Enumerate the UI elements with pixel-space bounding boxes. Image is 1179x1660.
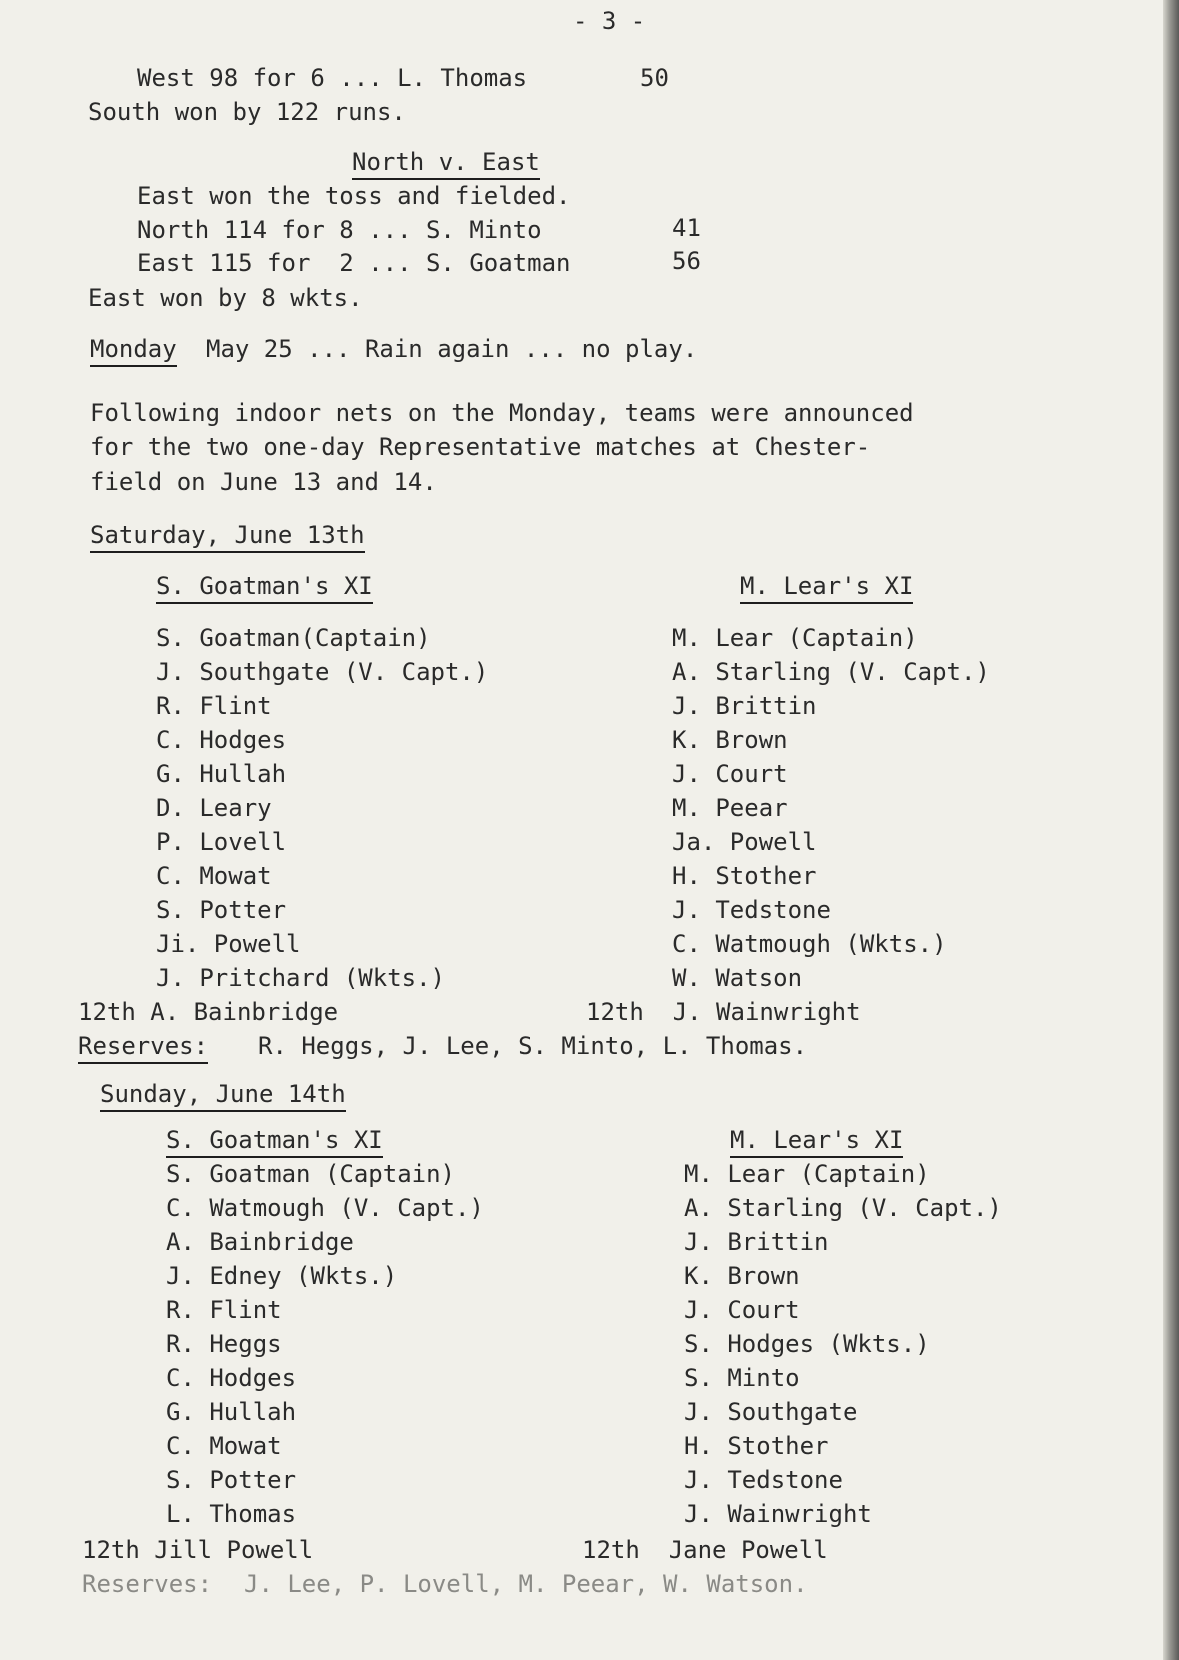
- list-item: K. Brown: [684, 1262, 800, 1290]
- list-item: A. Starling (V. Capt.): [672, 658, 990, 686]
- list-item: S. Hodges (Wkts.): [684, 1330, 930, 1358]
- north-east-title: North v. East: [352, 147, 540, 180]
- list-item: J. Court: [684, 1296, 800, 1324]
- list-item: G. Hullah: [156, 760, 287, 788]
- announcement-line-2: for the two one-day Representative matches at Chester-: [90, 433, 871, 461]
- list-item: R. Heggs: [166, 1330, 282, 1358]
- list-item: S. Potter: [156, 896, 287, 924]
- east-top-score: 56: [672, 247, 701, 275]
- list-item: Ja. Powell: [672, 828, 817, 856]
- saturday-reserves-label: Reserves:: [78, 1031, 208, 1064]
- list-item: A. Starling (V. Capt.): [684, 1194, 1002, 1222]
- list-item: R. Flint: [156, 692, 272, 720]
- list-item: S. Goatman(Captain): [156, 624, 431, 652]
- page-number: - 3 -: [573, 7, 646, 35]
- sunday-left-12th: 12th Jill Powell: [82, 1536, 314, 1564]
- list-item: J. Southgate (V. Capt.): [156, 658, 489, 686]
- list-item: J. Brittin: [672, 692, 817, 720]
- list-item: J. Court: [672, 760, 788, 788]
- list-item: J. Edney (Wkts.): [166, 1262, 398, 1290]
- sunday-reserves: J. Lee, P. Lovell, M. Peear, W. Watson.: [244, 1570, 808, 1598]
- list-item: C. Watmough (V. Capt.): [166, 1194, 484, 1222]
- list-item: H. Stother: [672, 862, 817, 890]
- west-top-score: 50: [640, 64, 669, 92]
- south-west-result: South won by 122 runs.: [88, 98, 406, 126]
- list-item: S. Potter: [166, 1466, 297, 1494]
- list-item: G. Hullah: [166, 1398, 297, 1426]
- list-item: J. Wainwright: [684, 1500, 872, 1528]
- list-item: M. Lear (Captain): [684, 1160, 930, 1188]
- list-item: J. Southgate: [684, 1398, 858, 1426]
- saturday-heading: Saturday, June 13th: [90, 520, 365, 553]
- north-score-line: North 114 for 8 ... S. Minto: [137, 216, 542, 244]
- monday-text: May 25 ... Rain again ... no play.: [206, 335, 698, 363]
- list-item: C. Mowat: [156, 862, 272, 890]
- saturday-left-12th: 12th A. Bainbridge: [78, 998, 339, 1026]
- saturday-right-12th: 12th J. Wainwright: [586, 998, 861, 1026]
- list-item: W. Watson: [672, 964, 803, 992]
- saturday-right-team: M. Lear's XI: [740, 571, 913, 604]
- list-item: H. Stother: [684, 1432, 829, 1460]
- list-item: M. Peear: [672, 794, 788, 822]
- list-item: C. Hodges: [156, 726, 287, 754]
- announcement-line-1: Following indoor nets on the Monday, teams were announced: [90, 399, 914, 427]
- list-item: S. Goatman (Captain): [166, 1160, 455, 1188]
- list-item: D. Leary: [156, 794, 272, 822]
- list-item: L. Thomas: [166, 1500, 297, 1528]
- list-item: K. Brown: [672, 726, 788, 754]
- list-item: C. Mowat: [166, 1432, 282, 1460]
- list-item: S. Minto: [684, 1364, 800, 1392]
- list-item: J. Tedstone: [684, 1466, 843, 1494]
- list-item: Ji. Powell: [156, 930, 301, 958]
- sunday-heading: Sunday, June 14th: [100, 1079, 346, 1112]
- list-item: M. Lear (Captain): [672, 624, 918, 652]
- list-item: J. Tedstone: [672, 896, 831, 924]
- announcement-line-3: field on June 13 and 14.: [90, 468, 437, 496]
- list-item: J. Brittin: [684, 1228, 829, 1256]
- north-east-result: East won by 8 wkts.: [88, 284, 363, 312]
- north-top-score: 41: [672, 214, 701, 242]
- north-east-toss: East won the toss and fielded.: [137, 182, 571, 210]
- list-item: A. Bainbridge: [166, 1228, 354, 1256]
- list-item: P. Lovell: [156, 828, 287, 856]
- sunday-right-team: M. Lear's XI: [730, 1125, 903, 1158]
- sunday-reserves-label: Reserves:: [82, 1570, 213, 1598]
- sunday-right-12th: 12th Jane Powell: [582, 1536, 828, 1564]
- west-score-line: West 98 for 6 ... L. Thomas: [137, 64, 528, 92]
- monday-label: Monday: [90, 334, 177, 367]
- east-score-line: East 115 for 2 ... S. Goatman: [137, 249, 571, 277]
- list-item: C. Watmough (Wkts.): [672, 930, 947, 958]
- list-item: J. Pritchard (Wkts.): [156, 964, 445, 992]
- sunday-left-team: S. Goatman's XI: [166, 1125, 383, 1158]
- list-item: R. Flint: [166, 1296, 282, 1324]
- page-edge: [1163, 0, 1179, 1660]
- saturday-left-team: S. Goatman's XI: [156, 571, 373, 604]
- saturday-reserves: R. Heggs, J. Lee, S. Minto, L. Thomas.: [258, 1032, 808, 1060]
- list-item: C. Hodges: [166, 1364, 297, 1392]
